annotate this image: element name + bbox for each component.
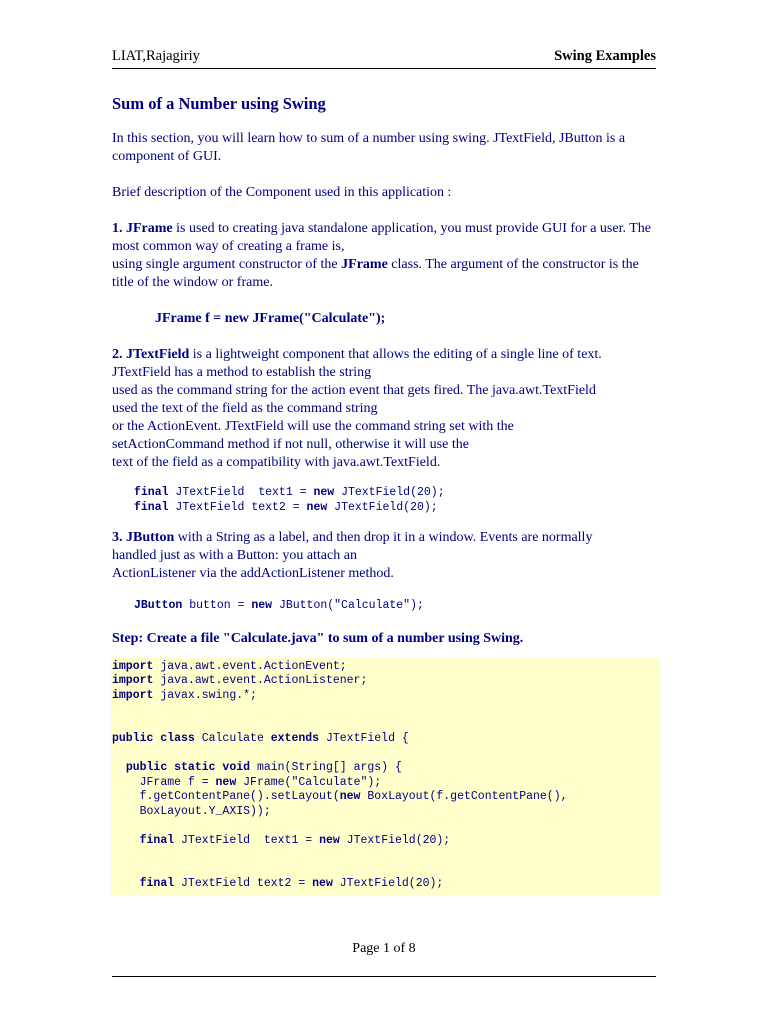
document-body: [112, 94, 660, 896]
page-number: Page 1 of 8: [352, 941, 416, 956]
header-right: Swing Examples: [554, 48, 656, 64]
document-title: Sum of a Number using Swing: [112, 94, 326, 113]
item-jframe-heading: 1. JFrame: [112, 221, 173, 236]
header-left: LIAT,Rajagiriy: [112, 48, 200, 64]
item-jtextfield: 2. JTextField is a lightweight component that allows the editing of a single line of text. JTextField has a method to establish the string used as the command string for the action event that gets fired. The java.awt.TextField used the text of the field as the command string or the ActionEvent. JTextField will use the command string set with the setActionCommand method if not null, otherwise it will use the text of the field as a compatibility with java.awt.TextField.: [112, 347, 602, 470]
step-heading: Step: Create a file "Calculate.java" to sum of a number using Swing.: [112, 630, 524, 646]
item-jframe: 1. JFrame is used to creating java standalone application, you must provide GUI for a user. The most common way of creating a frame is, using single argument constructor of the JFrame class. The argument of the constructor is the title of the window or frame.: [112, 221, 651, 290]
source-code-block: import java.awt.event.ActionEvent; import java.awt.event.ActionListener; import javax.swing.*; public class Calculate extends JTextField { public static void main(String[] args) { JFrame f = new JFrame("Calculate"); f.getContentPane().setLayout(new BoxLayout(f.getContentPane(), BoxLayout.Y_AXIS)); final JTextField text1 = new JTextField(20); final JTextField text2 = new JTextField(20);: [111, 658, 660, 896]
footer-rule: [112, 976, 656, 977]
item-jtextfield-heading: 2. JTextField: [112, 347, 190, 362]
jframe-code-line: JFrame f = new JFrame("Calculate");: [155, 311, 386, 326]
header-rule: [112, 68, 656, 69]
item-jbutton: 3. JButton with a String as a label, and then drop it in a window. Events are normally handled just as with a Button: you attach an ActionListener via the addActionListener method.: [112, 530, 593, 581]
intro-paragraph: In this section, you will learn how to sum of a number using swing. JTextField, JButton is a component of GUI.: [112, 131, 626, 164]
jbutton-code-line: JButton button = new JButton("Calculate");: [134, 599, 424, 612]
item-jbutton-heading: 3. JButton: [112, 530, 175, 545]
brief-paragraph: Brief description of the Component used in this application :: [112, 185, 452, 200]
jtextfield-code-block: final JTextField text1 = new JTextField(20); final JTextField text2 = new JTextField(20);: [134, 486, 445, 514]
page-header: [112, 48, 656, 66]
